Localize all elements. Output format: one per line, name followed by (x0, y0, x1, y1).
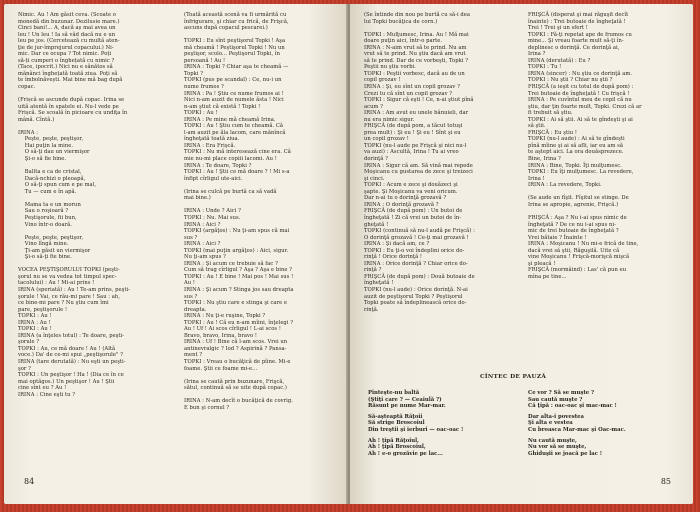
text-line: TOPKI : Au ! Ştii ce mă doare ? ! Mi s-a (184, 169, 290, 176)
text-line: prea mult) : Şi eu ! Şi eu ! Sînt şi eu (364, 129, 461, 136)
text-line: doare puţin aici, într-o parte. (364, 38, 443, 45)
text-line: TOPKI : Au ! Ştiu cum te cheamă. Că (184, 123, 284, 130)
text-line: IRINA : Nu ţi-e ruşine, Topki ? (184, 313, 266, 320)
text-line: Cum să trag cîrligul ? Aşa ? Aşa e bine ? (184, 267, 292, 274)
text-line: Irina se apropie, agrenie, Frişcă.) (528, 201, 619, 208)
text-line: TOPKI : Sigur că eşti ! Ce, n-ai ştiut pînă (364, 97, 474, 104)
text-line: să te prind. Dar de ce vorbeşti, Topki ? (364, 57, 469, 64)
text-line: mai bine.) (184, 195, 211, 202)
text-line: Bine, Irina ? (528, 156, 561, 163)
text-line: IRINA (speriată) : Au ! Te-am prins, peşti- (18, 286, 130, 293)
text-line: mie nu-mi place copiii lacomi. Au ! (184, 156, 277, 163)
text-line: FRIŞCĂ (de după pom) : Două butoaie de (364, 273, 475, 280)
text-line: IRINA : Unde ? Aici ? (184, 208, 241, 215)
text-line: IRINA (derutată) : Eu ? (528, 57, 591, 64)
text-line: şi cinci. (364, 175, 385, 182)
page-number-right: 85 (660, 477, 671, 486)
text-line: (Frișcă se ascunde după copac. Irina se (18, 97, 125, 104)
text-line: Ţi-am găsit un viermişor (18, 247, 91, 254)
text-line: FRIŞCĂ (de după pom, a tăcut totuşi (364, 123, 463, 130)
text-line: foame. Ştii ce foame mi-e... (184, 365, 258, 372)
right-column-2 (528, 12, 686, 280)
text-line: TOPKI (mai puţin argăţos) : Aici, sigur. (184, 247, 289, 254)
text-line: Şi-o să fie bine. (18, 156, 67, 163)
text-line: TOPKI (continuă să nu-l audă pe Frişcă) : (364, 228, 475, 235)
text-line: fi trebuit să ştiu. (528, 110, 573, 117)
text-line: rinţă. (364, 306, 379, 313)
text-line: Nici n-am auzit de numele ăsta ! Nici (184, 97, 284, 104)
text-line: îngheţată ? De ce nu i-ai spus ni- (528, 221, 616, 228)
text-line: IRINA : Moşicanu ! Nu mi-e frică de tine, (528, 241, 639, 248)
text-line: copac. (18, 84, 36, 91)
text-line: TOPKI : Vreau o bucăţică de pîine. Mi-e (184, 358, 291, 365)
text-line: peştişor, scolo... Peştişorul Topki, în (184, 51, 280, 58)
text-line: IRINA : Te doare, Topki ? (184, 162, 252, 169)
text-line: IRINA : Aici ? (184, 241, 221, 248)
text-line: Vino lîngă mine. (18, 241, 69, 248)
text-line: şi pleacă ! (528, 260, 556, 267)
text-line: Au ! Uf ! Ai scos cîrligul ! L-ai scos ! (184, 326, 281, 333)
text-line: te aştept aici. La ora douăsprezece. (528, 149, 624, 156)
text-line: IRINA : Şi, eu sînt un copil grozav ? (364, 84, 460, 91)
right-column-1 (364, 12, 514, 313)
text-line: îngheţată toată ziua. (184, 136, 240, 143)
text-line: TOPKI : Au ! E bine ! Mai pos ! Mai sus ! (184, 273, 294, 280)
text-line: IRINA : Sigur că am. Să vină mai repede (364, 162, 473, 169)
text-line: IRINA : Cine eşti tu ? (18, 391, 76, 398)
text-line: IRINA : Şi dacă am, ce ? (364, 241, 430, 248)
text-line: TOPKI : Au, ce mă doare ! Au ! (Altă (18, 345, 116, 352)
text-line: IRINA (sincer) : Nu ştiu ce dorinţă am. (528, 70, 633, 77)
song-stanza: Să-aşteaptă Răţoii Să strige Broscoiul Din treştii şi ierburi — oac-oac ! (368, 413, 464, 433)
text-line: Tu — cum e în apă. (18, 188, 77, 195)
text-line: IRINA : Pe mine mă cheamă Irina. (184, 116, 276, 123)
text-line: şorul nu se va vedea tot timpul spec- (18, 273, 117, 280)
text-line: să ştii. (528, 123, 546, 130)
left-column-1 (18, 12, 168, 398)
song-left-stanzas (368, 390, 518, 461)
text-line: (Irina se culcă pe burtă ca să vadă (184, 188, 277, 195)
page-number-left: 84 (24, 477, 35, 486)
text-line: Vino într-o doară. (18, 221, 72, 228)
text-line: rinţă ! Orice dorinţă ! (364, 254, 423, 261)
text-line: IRINA : Pe cuvîntul meu de copil că nu (528, 97, 632, 104)
text-line: mine... Şi vreau foarte mult să-ţi în- (528, 38, 624, 45)
text-line: te îmbolnăvești. Mai bine mă bag după (18, 77, 123, 84)
text-line: Moşicanu cu gustarea de zece şi treizeci (364, 169, 473, 176)
text-line: IRINA : Pa ! Ştiu ce nume frumos ai ! (184, 90, 284, 97)
text-line: ce bine-mi pare ? Nu ştiu cum îmi (18, 300, 109, 307)
text-line: l-am auzit pe ăla lacom, care mănîncă (184, 129, 286, 136)
text-line: îngheţată ! Zi că vrei un butoi de în- (364, 214, 462, 221)
left-column-2 (184, 12, 342, 411)
text-line: TOPKI (argăţos) : Nu ţi-am spus că mai (184, 228, 290, 235)
text-line: persoană ! Au ! (184, 57, 226, 64)
text-line: înfrigurare, şi chiar cu frică, de Frişcă, (184, 18, 289, 25)
text-line: TOPKI : Nu. Mai sus. (184, 214, 241, 221)
text-line: Peştii nu ştiu vorbi. (364, 64, 416, 71)
text-line: IRINA : Bine, Topki. Îţi mulţumesc. (528, 162, 622, 169)
text-line: îngheţată ! (364, 280, 394, 287)
text-line: antinevralgic ? Iod ? Aspirină ? Pansa- (184, 345, 287, 352)
text-line: ştiu, dar ţin foarte mult, Topki. Crezi că ar (528, 103, 642, 110)
text-line: sus ? (184, 234, 198, 241)
right-page (350, 4, 693, 504)
text-line: Irina ? (528, 51, 546, 58)
text-line: (Irina se caută prin buzunare, Frişcă, (184, 378, 285, 385)
text-line: IRINA : Era Frişcă. (184, 142, 236, 149)
text-line: TOPKI : Au ! (18, 326, 52, 333)
left-page (4, 4, 348, 504)
text-line: mîna pe tine... (528, 273, 567, 280)
text-line: şapte. Şi Moşicanu va veni oricum. (364, 188, 458, 195)
text-line: IRINA : La revedere, Topki. (528, 182, 602, 189)
text-line: şorule ? (18, 339, 40, 346)
text-line: înfipt cîrligul ute-aici. (184, 175, 243, 182)
text-line: TOPKI : Eu îţi mulţumesc. La revedere, (528, 169, 634, 176)
song-stanza: Ah ! ţipă Răţoiul, Ah ! ţipă Broscoiul, Ah ! e-o grozăvie pe lac... (368, 437, 443, 457)
text-line: ment ? (184, 352, 203, 359)
text-line: TOPKI : Peştii vorbesc, dacă au de un (364, 70, 465, 77)
text-line: IRINA : O dorinţă grozavă ? (364, 201, 439, 208)
text-line: O dorinţă grozavă ! Ce-ţi mai grozavă ! (364, 234, 469, 241)
text-line: Bravo, bravo, Irina, bravo ! (184, 332, 257, 339)
text-line: Trei ! Trei şi un sfert ! (528, 25, 588, 32)
text-line: auzit de peştişorul Topki ? Peştişorul (364, 293, 463, 300)
text-line: IRINA : Şi acum ce trebuie să fac ? (184, 260, 278, 267)
song-stanza: Nu caută muşte, Nu vor să se muşte, Ghiduşii se joacă pe lac ! (528, 437, 603, 457)
text-line: Crezi tu că sînt un copil grozav ? (364, 90, 453, 97)
text-line: dorinţă ? (364, 156, 388, 163)
text-line: înainte) : Trei butoaie de îngheţată ! (528, 18, 626, 25)
text-line: FRIŞCĂ (de după pom) : Un butoi de (364, 208, 463, 215)
text-line: Ballta e ca de cristal, (18, 169, 82, 176)
text-line: TOPKI : Un peştişor ! Ha ! (Dia ce în ce (18, 372, 124, 379)
text-line: va auzi) : Ascultă, Irina ! Tu ai vreo (364, 149, 459, 156)
text-line: mă cheamă ! Peştişorul Topki ! Nu un (184, 44, 285, 51)
text-line: TOPKI : Ai să ştii. Ai să te gîndeşti şi ai (528, 116, 633, 123)
text-line: un copil grozav ! (364, 136, 409, 143)
text-line: cine sînt eu ? Au ! (18, 385, 67, 392)
text-line: să-ți cumperi o înghețată cu nimic ? (18, 57, 115, 64)
text-line: O să-ţi dau un viermişor (18, 149, 90, 156)
text-line: uită atentă în spatele ei. Nu-l vede pe (18, 103, 119, 110)
text-line: VOCEA PEŞTIŞORULUI TOPKI (peşti- (18, 267, 120, 274)
text-line: şor ? (18, 365, 31, 372)
text-line: mic. Dar ce ocupa ? Tot nimic. Poți (18, 51, 112, 58)
text-line: vrut să te prind. Nu ştiu dacă am vrut (364, 51, 466, 58)
text-line: Topki poate să îndeplinească orice do- (364, 300, 467, 307)
text-line: nume frumos ? (184, 84, 224, 91)
text-line: TOPKI : Nu ştii ? Chiar nu ştii ? (528, 77, 613, 84)
text-line: Peşte, peşte, peştişor, (18, 234, 84, 241)
text-line: TOPKI (nu-l aude pe Frişcă şi nici nu-l (364, 142, 467, 149)
text-line: Peştişorule, fii bun, (18, 214, 77, 221)
text-line: O să-ţi spun cum e pe mal, (18, 182, 97, 189)
text-line: Nimic. Au ! Am găsit ceva. (Scoate o (18, 12, 116, 18)
song-stanza: Dar alta-i povestea Şi alta e vestea Cu broasca Mar-mac şi Oac-mac. (528, 413, 626, 433)
text-line: dacă vrei să ştii, Răguşilă. Uite că (528, 247, 620, 254)
text-line: tacolului) : Au ! Mi-ai prins ! (18, 280, 95, 287)
text-line: IRINA : N-am decît o bucăţică de covrig. (184, 398, 293, 405)
text-line: Peşte, peşte, peştişor, (18, 136, 84, 143)
text-line: Hai puţin la mine. (18, 142, 74, 149)
text-line: Dacă-nchizi o pleoapă, (18, 175, 86, 182)
text-line: TOPKI : Nu ştiu care e stinga şi care e (184, 300, 288, 307)
text-line: Vrei bătaie ? Înainte ! (528, 234, 587, 241)
text-line: monedă din buzunar. Dezilusie mare.) (18, 18, 120, 25)
text-line: IRINA : Aici ? (184, 221, 221, 228)
text-line: Au ! (184, 280, 196, 287)
text-line: IRINA : N-aim vrut să te prind. Nu am (364, 44, 467, 51)
text-line: TOPKI : Acum e zece şi douăzeci şi (364, 182, 458, 189)
text-line: nu era nimic sigur. (364, 116, 415, 123)
text-line: Trei butoaie de îngheţată ! Cu frişcă ! (528, 90, 630, 97)
text-line: ascuns după copacul pescarei.) (184, 25, 268, 32)
text-line: leu ! Un leu ! Ia să văd dacă nu e un (18, 31, 116, 38)
text-line: şorule ! Vai, ce rău-mi pare ! Sau : ah, (18, 293, 121, 300)
text-line: IRINA (tare derutată) : Nu eşti un peşti- (18, 358, 126, 365)
text-line: FRIŞCĂ (a ieşit cu totul de după pom) : (528, 84, 634, 91)
text-line: ţie de jur-împrejurul copacului.) Ni- (18, 44, 114, 51)
text-line: TOPKI : Au ! (184, 110, 218, 117)
text-line: mic de trei butoaie de îngheţată ? (528, 228, 619, 235)
text-line: Şi-o să-ţi fie bine. (18, 254, 72, 261)
text-line: (Se întinde din nou pe burtă cu să-i dea (364, 12, 471, 18)
text-line: TOPKI (pus pe scandal) : Ce, nu-i un (184, 77, 282, 84)
text-line: IRINA : (18, 129, 39, 136)
text-line: acum ? (364, 103, 383, 110)
text-line: IRINA : Şi acum ? Stinga jos sau dreapta (184, 286, 294, 293)
text-line: sătul, continuă să se uite după copac.) (184, 385, 287, 392)
text-line: Dar n-ai tu o dorinţă grozavă ? (364, 195, 447, 202)
song-stanza: Pinteşte-nu baltă (Ştiţi care ? — Ceaiulă ?) Răsunt pe nume Mar-mar. (368, 390, 446, 410)
text-line: lui Topki bucăţica de corn.) (364, 18, 438, 25)
text-line: pînă mîine şi ai să afli, iar eu am să (528, 142, 624, 149)
text-line: leu pe jos. (Cercetează cu multă aten- (18, 38, 120, 45)
text-line: Frișcă. Se scoală în picioare cu undiţa în (18, 110, 128, 117)
text-line: deplinesc o dorinţă. Ce dorinţă ai, (528, 44, 620, 51)
text-line: TOPKI : Tu ! (528, 64, 562, 71)
text-line: TOPKI (nu-l aude) : Orice dorinţă. N-ai (364, 286, 468, 293)
song-right-stanzas (528, 390, 686, 461)
text-line: n-am ştiut că există ! Topki ! (184, 103, 261, 110)
text-line: Irina ! (528, 175, 545, 182)
text-line: Sau o roşioară ? (18, 208, 69, 215)
text-line: IRINA : Au ! (18, 319, 51, 326)
text-line: copil grozav ! (364, 77, 401, 84)
text-line: dreapta. (184, 306, 207, 313)
text-line: mănânci înghețată toată ziua. Poți să (18, 70, 118, 77)
text-line: FRIŞCĂ (mormăind) : Las' că pun eu (528, 267, 627, 274)
text-line: Topki ? (184, 70, 204, 77)
text-line: FRIŞCĂ (disperat şi mai răguşit decît (528, 12, 629, 18)
text-line: sus ? (184, 293, 198, 300)
text-line: vine Moşicanu ! Frişcă-morişcă mişcă (528, 254, 630, 261)
text-line: IRINA : Topki ? Chiar aşa te cheamă — (184, 64, 289, 71)
text-line: voce.) Da' de ce-mi spui „peştişorule" ? (18, 352, 123, 359)
text-line: gheţată ! (364, 221, 389, 228)
text-line: TOPKI : Au ! Că eu n-am mîini, înţelegi ? (184, 319, 294, 326)
text-line: mai optăgos.) Un peştişor ! Au ! Ştii (18, 378, 115, 385)
text-line: TOPKI : Eu sînt peştişorul Topki ! Aşa (184, 38, 286, 45)
text-line: Cinci bani!... A, dacă aș mai avea un (18, 25, 116, 32)
text-line: FRIŞCĂ : Aşa ? Nu i-ai spus nimic de (528, 214, 627, 221)
text-line: E bun şi cornul ? (184, 404, 230, 411)
song-title: CÎNTEC DE PAUZĂ (480, 374, 547, 380)
text-line: (Se aude un fîşit. Fîşitul se stinge. De (528, 195, 629, 202)
song-stanza: Ce vor ? Să se muşte ? Sau caută muşte ? Că ţipă : oac-oac şi mac-mac ! (528, 390, 617, 410)
text-line: TOPKI : Eu ţi-o voi îndeplini orice do- (364, 247, 465, 254)
text-line: TOPKI (nu-l aude) : Ai să te gîndeşti (528, 136, 625, 143)
text-line: Mama ta e un morun (18, 201, 81, 208)
text-line: IRINA : Am avut eu unele bănuieli, dar (364, 110, 469, 117)
text-line: FRIŞCĂ : Eu ştiu ! (528, 129, 578, 136)
text-line: IRINA : Uf ! Bine că l-am scos. Vrei un (184, 339, 288, 346)
text-line: (Tace, ipocrit.) Nici nu e sănătos să (18, 64, 113, 71)
text-line: TOPKI : Au ! (18, 313, 52, 320)
text-line: TOPKI : Mulţumesc, Irina. Au ! Mă mai (364, 31, 469, 38)
text-line: Nu ţi-am spus ? (184, 254, 226, 261)
text-line: TOPKI : Nu mă interesează cine era. Că (184, 149, 291, 156)
text-line: mână. Cîntă.) (18, 116, 55, 123)
text-line: (Toată această scenă va fi urmărită cu (184, 12, 287, 18)
text-line: pare, peştişorule ! (18, 306, 68, 313)
text-line: rinţă ? (364, 267, 382, 274)
text-line: IRINA : Orice dorinţă ? Chiar orice do- (364, 260, 468, 267)
text-line: IRINA (a înţeles totul) : Te doare, peşti- (18, 332, 125, 339)
text-line: TOPKI : Fă-ţi repetat ape de frumos cu (528, 31, 632, 38)
